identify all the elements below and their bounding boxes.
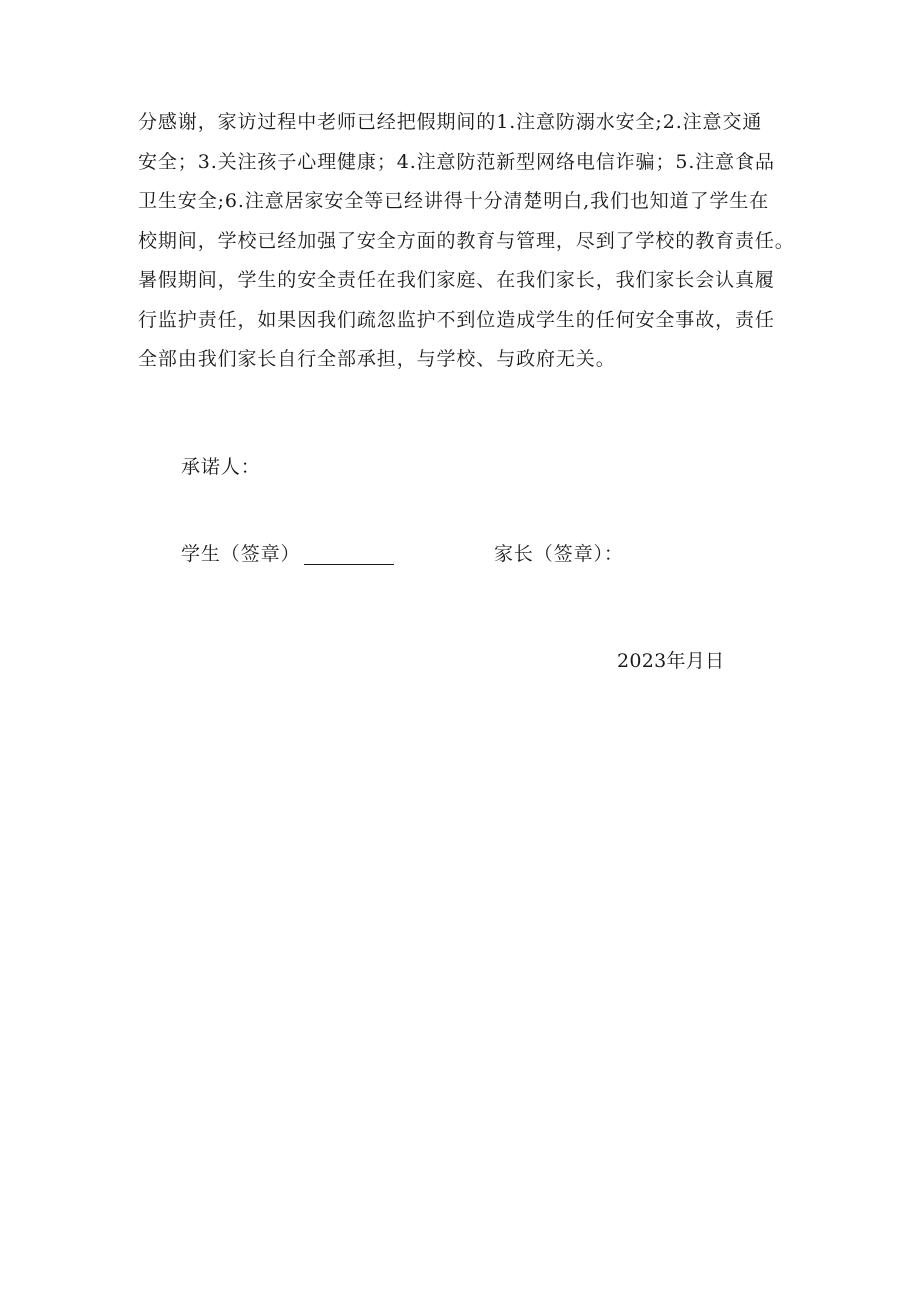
student-signature-line (304, 564, 394, 565)
body-line-3: 卫生安全;6.注意居家安全等已经讲得十分清楚明白,我们也知道了学生在 (138, 190, 770, 212)
body-line-1: 分感谢，家访过程中老师已经把假期间的1.注意防溺水安全;2.注意交通 (138, 111, 763, 133)
body-line-7: 全部由我们家长自行全部承担，与学校、与政府无关。 (138, 348, 616, 370)
student-signature-label: 学生（签章） (181, 543, 301, 565)
parent-signature-label: 家长（签章）： (494, 543, 624, 565)
body-line-6: 行监护责任，如果因我们疏忽监护不到位造成学生的任何安全事故，责任 (138, 309, 775, 331)
body-line-4: 校期间，学校已经加强了安全方面的教育与管理，尽到了学校的教育责任。 (138, 230, 795, 252)
body-line-2: 安全；3.关注孩子心理健康；4.注意防范新型网络电信诈骗；5.注意食品 (138, 151, 775, 173)
date-line: 2023年月日 (617, 650, 725, 672)
promisor-label: 承诺人： (181, 456, 261, 478)
body-line-5: 暑假期间，学生的安全责任在我们家庭、在我们家长，我们家长会认真履 (138, 269, 775, 291)
